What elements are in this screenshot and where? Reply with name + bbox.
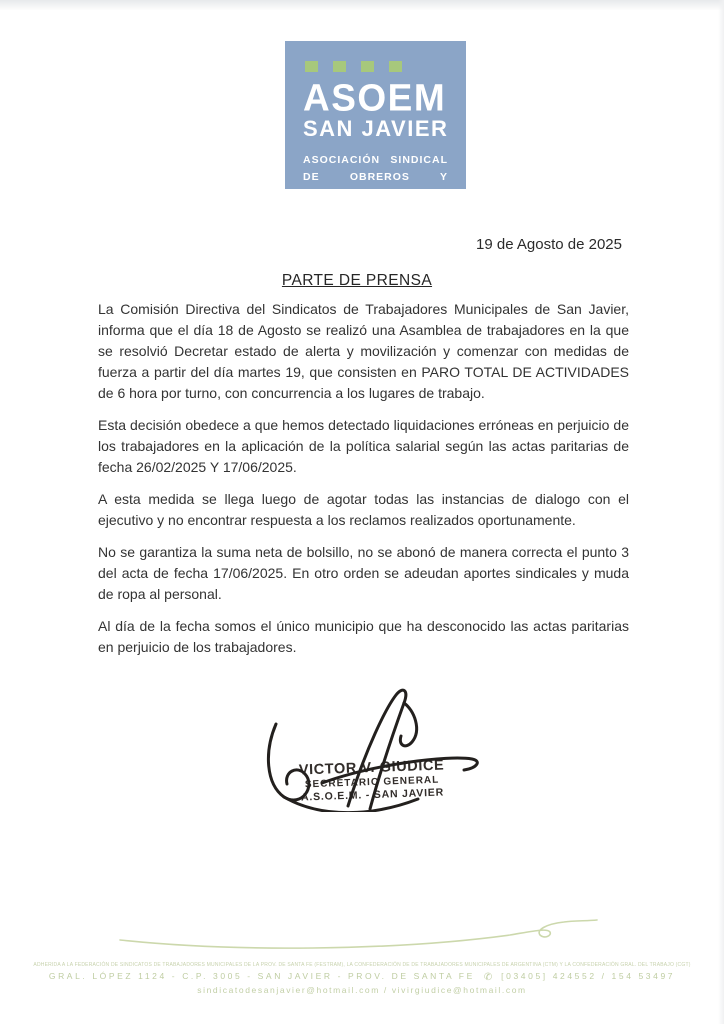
- body-paragraph: Esta decisión obedece a que hemos detectado liquidaciones erróneas en perjuicio de los trabajadores en la aplicación de la política salarial según las actas paritarias de fecha 26/02/2025 Y 17/06/2025.: [98, 417, 629, 475]
- logo-acronym: ASOEM: [303, 76, 447, 119]
- signature-block: [250, 686, 494, 804]
- asoem-logo: [285, 41, 466, 216]
- logo-subtitle-line: ASOCIACIÓN SINDICAL: [303, 154, 448, 167]
- accent-square-icon: [361, 61, 374, 72]
- footer-emails: sindicatodesanjavier@hotmail.com / vivirgiudice@hotmail.com: [197, 985, 527, 995]
- footer-phone-numbers: [03405] 424552 / 154 53497: [501, 971, 676, 981]
- logo-accent-squares: [305, 61, 448, 72]
- footer-affiliation-line: ADHERIDA A LA FEDERACIÓN DE SINDICATOS DE TRABAJADORES MUNICIPALES DE LA PROV. DE SANTA FE (FESTRAM), LA CONFEDERACIÓN DE DE TRABAJADORES MUNICIPALES DE ARGENTINA (CTM) Y LA CONFEDERACIÓN GRAL. DEL TRABAJO (CGT): [33, 962, 691, 968]
- accent-square-icon: [389, 61, 402, 72]
- signature-scribble: [256, 686, 488, 812]
- footer-swoosh-icon: [92, 918, 632, 960]
- accent-square-icon: [305, 61, 318, 72]
- signer-role: SECRETARIO GENERAL: [304, 774, 440, 791]
- letterhead-footer: [0, 918, 724, 995]
- logo-subtitle-line: EMPLEADOS MUNICIPALES: [303, 186, 386, 216]
- logo-subtitle-line: DE OBREROS Y: [303, 170, 448, 183]
- scan-edge-top: [0, 0, 724, 10]
- accent-square-icon: [333, 61, 346, 72]
- signer-organization: A.S.O.E.M. - SAN JAVIER: [300, 786, 445, 804]
- logo-city: SAN JAVIER: [303, 116, 449, 141]
- footer-address-line: [0, 971, 724, 982]
- body-paragraph: La Comisión Directiva del Sindicatos de Trabajadores Municipales de San Javier, informa que el día 18 de Agosto se realizó una Asamblea de trabajadores en la que se resolvió Decretar estado de alerta y movilización y comenzar con medidas de fuerza a partir del día martes 19, que consisten en PARO TOTAL DE ACTIVIDADES de 6 hora por turno, con concurrencia a los lugares de trabajo.: [98, 301, 629, 401]
- body-paragraph: A esta medida se llega luego de agotar todas las instancias de dialogo con el ejecutivo y no encontrar respuesta a los reclamos realizados oportunamente.: [98, 491, 629, 528]
- footer-address-text: GRAL. LÓPEZ 1124 - C.P. 3005 - SAN JAVIER - PROV. DE SANTA FE: [48, 971, 475, 981]
- document-date: 19 de Agosto de 2025: [476, 236, 622, 253]
- logo-subtitle: [303, 152, 448, 217]
- signer-name: VICTOR V. GIUDICE: [298, 757, 445, 779]
- body-paragraph: Al día de la fecha somos el único municipio que ha desconocido las actas paritarias en perjuicio de los trabajadores.: [98, 618, 629, 655]
- phone-icon: ✆: [483, 972, 493, 983]
- scan-edge-right: [718, 0, 724, 1024]
- document-body: [98, 299, 629, 669]
- document-title: PARTE DE PRENSA: [281, 272, 433, 289]
- body-paragraph: No se garantiza la suma neta de bolsillo, no se abonó de manera correcta el punto 3 del acta de fecha 17/06/2025. En otro orden se adeudan aportes sindicales y muda de ropa al personal.: [98, 544, 629, 602]
